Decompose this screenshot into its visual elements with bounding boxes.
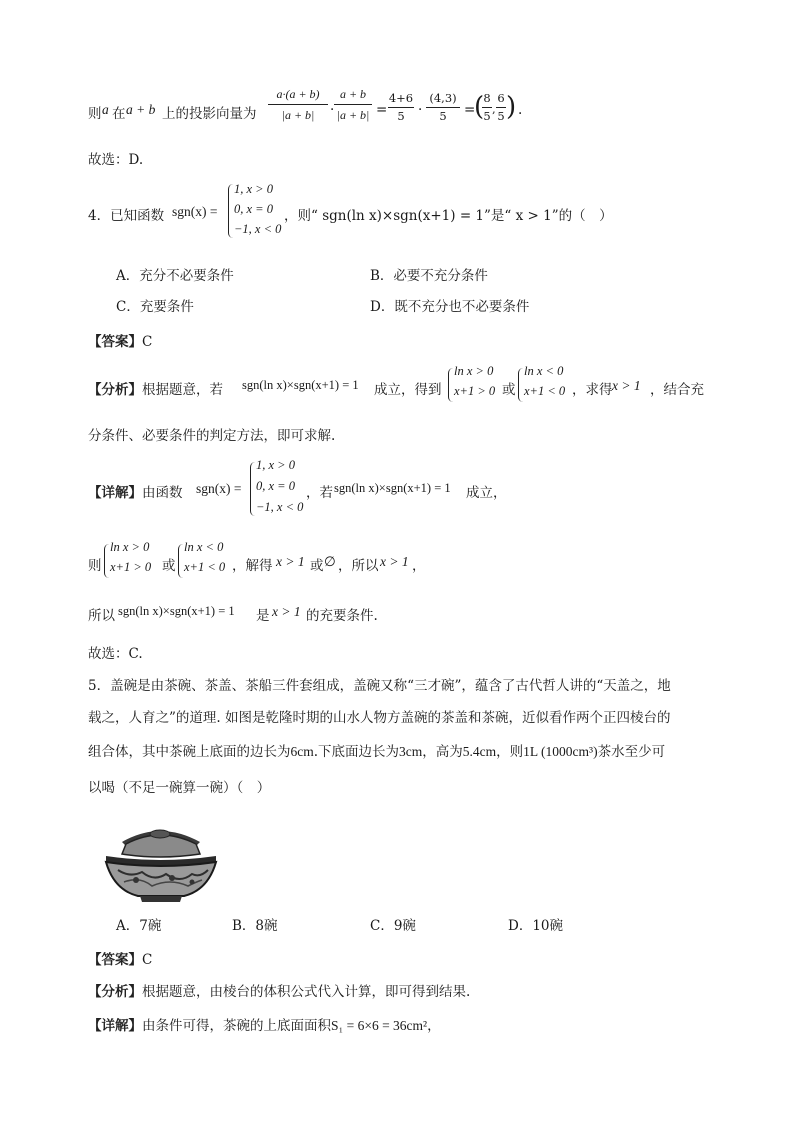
q3-text-then: 则 bbox=[88, 106, 102, 122]
case-row: 1, x > 0 bbox=[256, 458, 295, 472]
detail-text-2: ，若 bbox=[306, 485, 333, 501]
analysis-text: 根据题意，若 bbox=[142, 382, 223, 398]
vector-a-plus-b: a + b bbox=[126, 102, 156, 117]
gaiwan-bowl-image bbox=[100, 820, 222, 906]
q4-option-a[interactable]: A．充分不必要条件 bbox=[116, 268, 234, 284]
analysis-x-gt-1: x > 1 bbox=[612, 378, 641, 393]
detail-tag: 【详解】 bbox=[88, 485, 142, 501]
stem-value: 1L (1000cm³) bbox=[523, 744, 598, 759]
stem-value: 3cm bbox=[399, 744, 423, 759]
detail-or: 或 bbox=[310, 558, 324, 574]
answer-tag: 【答案】 bbox=[88, 952, 142, 968]
detail-then: 则 bbox=[88, 558, 102, 574]
analysis-tag: 【分析】 bbox=[88, 984, 142, 1000]
sys-row: ln x < 0 bbox=[524, 364, 564, 378]
analysis-brace-1 bbox=[448, 368, 453, 402]
period: . bbox=[518, 102, 523, 118]
empty-set: ∅ bbox=[324, 554, 336, 569]
analysis-text: 根据题意，由棱台的体积公式代入计算，即可得到结果. bbox=[142, 984, 471, 1000]
q4-option-b[interactable]: B．必要不充分条件 bbox=[370, 268, 488, 284]
q5-stem-line1: 5．盖碗是由茶碗、茶盖、茶船三件套组成，盖碗又称“三才碗”，蕴含了古代哲人讲的“天盖之，地 bbox=[88, 678, 671, 694]
detail-brace-2 bbox=[104, 544, 109, 578]
sys-row: x+1 > 0 bbox=[454, 384, 496, 398]
case-row: 0, x = 0 bbox=[256, 479, 295, 493]
answer-value: C bbox=[142, 334, 153, 350]
fraction-denominator: 5 bbox=[439, 109, 447, 123]
q3-choose: 故选：D. bbox=[88, 152, 144, 168]
q3-text-projection: 上的投影向量为 bbox=[162, 106, 257, 122]
stem-text: ，则 bbox=[496, 744, 524, 760]
q5-option-a[interactable]: A．7碗 bbox=[116, 918, 162, 934]
sys-row: ln x > 0 bbox=[454, 364, 494, 378]
detail-text: 由函数 bbox=[142, 485, 183, 501]
detail-so-2: 所以 bbox=[88, 608, 115, 624]
answer-value: C bbox=[142, 952, 153, 968]
analysis-text-4: ，结合充 bbox=[650, 382, 704, 398]
analysis-sgn-expr: sgn(ln x)×sgn(x+1) = 1 bbox=[242, 378, 359, 392]
q5-option-c[interactable]: C．9碗 bbox=[370, 918, 416, 934]
q3-text-on: 在 bbox=[112, 106, 126, 122]
stem-value: 5.4cm bbox=[462, 744, 497, 759]
stem-text: 茶水至少可 bbox=[597, 744, 666, 760]
q4-option-d[interactable]: D．既不充分也不必要条件 bbox=[370, 299, 530, 315]
or-text: 或 bbox=[162, 558, 176, 574]
stem-text: 组合体，其中茶碗上底面的边长为 bbox=[88, 744, 291, 760]
q5-option-d[interactable]: D．10碗 bbox=[508, 918, 564, 934]
detail-so: ，所以 bbox=[338, 558, 379, 574]
proj-fraction-2: a + b |a + b| bbox=[334, 84, 372, 125]
result-den-1: 5 bbox=[483, 109, 491, 123]
sys-row: ln x > 0 bbox=[110, 540, 150, 554]
fraction-4-3 bbox=[426, 90, 460, 125]
stem-text: ，高为 bbox=[422, 744, 463, 760]
q5-stem-line2: 载之，人育之”的道理. 如图是乾隆时期的山水人物方盖碗的茶盖和茶碗，近似看作两个正四棱台的 bbox=[88, 710, 671, 726]
detail-brace-3 bbox=[178, 544, 183, 578]
analysis-text-2: 成立，得到 bbox=[374, 382, 442, 398]
fraction-denominator: 5 bbox=[397, 109, 405, 123]
q5-stem-line4: 以喝（不足一碗算一碗）（ ） bbox=[88, 780, 271, 796]
q4-detail-line1 bbox=[88, 481, 183, 501]
detail-sgn-expr: sgn(ln x)×sgn(x+1) = 1 bbox=[334, 481, 451, 495]
q3-projection-line bbox=[88, 87, 523, 132]
detail-comma: ， bbox=[427, 1018, 441, 1034]
fraction-numerator: (4,3) bbox=[426, 90, 460, 108]
result-num-2: 6 bbox=[496, 90, 506, 108]
stem-text: .下底面边长为 bbox=[313, 744, 400, 760]
fraction-4-plus-6 bbox=[388, 90, 414, 125]
analysis-tag: 【分析】 bbox=[88, 382, 142, 398]
detail-text-3: 成立， bbox=[466, 485, 507, 501]
q4-answer bbox=[88, 330, 152, 350]
sys-row: ln x < 0 bbox=[184, 540, 224, 554]
q4-analysis-line1 bbox=[88, 378, 223, 398]
detail-conclusion: 的充要条件. bbox=[306, 608, 378, 624]
q5-detail bbox=[88, 1014, 441, 1034]
equals-1: = bbox=[376, 102, 388, 118]
result-den-2: 5 bbox=[497, 109, 505, 123]
equals-2: = bbox=[464, 102, 476, 118]
answer-tag: 【答案】 bbox=[88, 334, 142, 350]
result-num-1: 8 bbox=[482, 90, 492, 108]
sys-row: x+1 < 0 bbox=[184, 560, 226, 574]
case-row: −1, x < 0 bbox=[256, 500, 304, 514]
result-vector: ( $\frac{8}{5}$ , $\frac{6}{5}$ ) bbox=[474, 91, 517, 123]
q4-choose: 故选：C. bbox=[88, 646, 143, 662]
q4-brace bbox=[228, 184, 233, 238]
sys-row: x+1 > 0 bbox=[110, 560, 152, 574]
detail-sgn-expr-2: sgn(ln x)×sgn(x+1) = 1 bbox=[118, 604, 235, 618]
detail-sgn-def: sgn(x) = bbox=[196, 481, 242, 496]
q4-stem-suffix: ，则“ sgn(ln x)×sgn(x+1) = 1”是“ x > 1”的（ ） bbox=[284, 208, 613, 224]
analysis-brace-2 bbox=[518, 368, 523, 402]
detail-comma: ， bbox=[412, 558, 426, 574]
case-row: 1, x > 0 bbox=[234, 182, 273, 196]
sys-row: x+1 < 0 bbox=[524, 384, 566, 398]
or-text: 或 bbox=[502, 382, 516, 398]
case-row: −1, x < 0 bbox=[234, 222, 282, 236]
detail-x-gt-1-b: x > 1 bbox=[380, 554, 409, 569]
detail-tag: 【详解】 bbox=[88, 1018, 142, 1034]
q4-option-c[interactable]: C．充要条件 bbox=[116, 299, 194, 315]
detail-text: 由条件可得，茶碗的上底面面积 bbox=[142, 1018, 331, 1034]
q4-sgn-def: sgn(x) = bbox=[172, 204, 218, 219]
vector-a: a bbox=[102, 102, 109, 117]
detail-is: 是 bbox=[256, 608, 270, 624]
analysis-text-3: ，求得 bbox=[572, 382, 613, 398]
detail-brace bbox=[250, 462, 255, 516]
q4-analysis-line2: 分条件、必要条件的判定方法，即可求解. bbox=[88, 428, 336, 444]
stem-value: 6cm bbox=[290, 744, 314, 759]
proj-fraction-1: a·(a + b) |a + b| bbox=[268, 84, 328, 125]
case-row: 0, x = 0 bbox=[234, 202, 273, 216]
detail-formula: S₁ = 6×6 = 36cm² bbox=[331, 1018, 428, 1033]
q5-analysis bbox=[88, 980, 470, 1000]
q5-answer bbox=[88, 948, 152, 968]
fraction-numerator: 4+6 bbox=[388, 90, 414, 108]
detail-x-gt-1: x > 1 bbox=[276, 554, 305, 569]
detail-x-gt-1-c: x > 1 bbox=[272, 604, 301, 619]
detail-text: ，解得 bbox=[232, 558, 273, 574]
q5-option-b[interactable]: B．8碗 bbox=[232, 918, 278, 934]
q5-stem-line3 bbox=[88, 740, 665, 760]
q4-stem-prefix: 4．已知函数 bbox=[88, 208, 165, 224]
dot-operator: · bbox=[330, 102, 335, 118]
dot-operator-2: · bbox=[418, 102, 423, 118]
